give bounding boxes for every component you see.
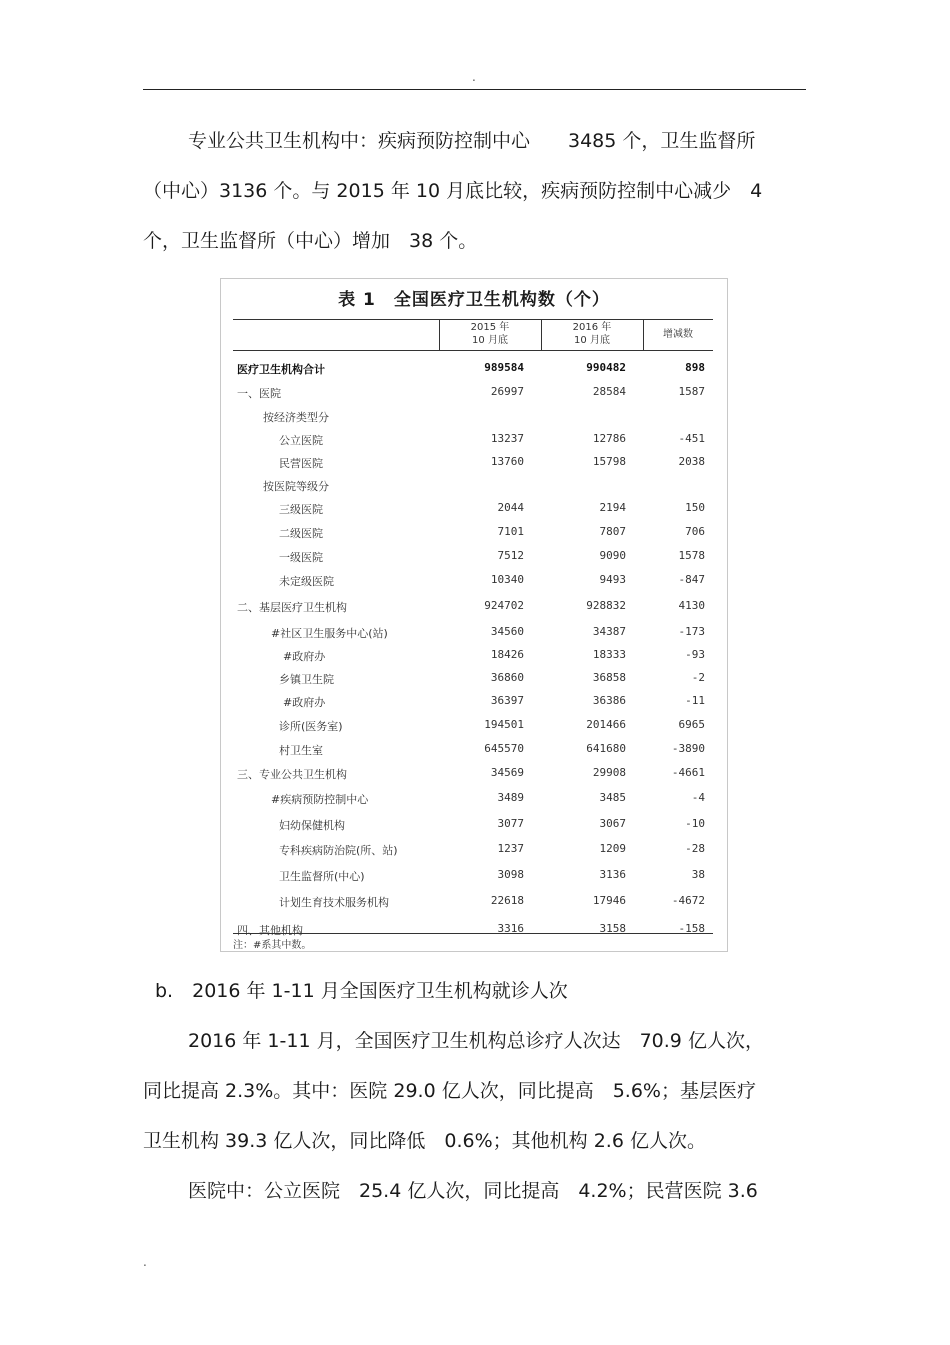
value-2016: 18333 [592, 648, 626, 661]
table-row [233, 692, 713, 712]
value-2016: 9090 [599, 549, 626, 562]
header-2016-month: 10 月底 [574, 335, 610, 346]
value-change: -4 [691, 791, 705, 804]
row-label: 医疗卫生机构合计 [237, 363, 325, 376]
row-label: 诊所(医务室) [279, 720, 343, 733]
value-change: 1578 [678, 549, 705, 562]
table-row [233, 740, 713, 760]
section-b-line-4: 医院中：公立医院 25.4 亿人次，同比提高 4.2%；民营医院 3.6 [188, 1180, 758, 1202]
institution-count-table [220, 278, 728, 952]
table-row [233, 669, 713, 689]
value-change: 150 [685, 501, 705, 514]
row-label: 三、专业公共卫生机构 [237, 768, 347, 781]
value-change: -847 [678, 573, 705, 586]
value-2016: 29908 [592, 766, 626, 779]
table-row [233, 523, 713, 543]
value-2016: 36858 [592, 671, 626, 684]
value-2016: 3136 [599, 868, 626, 881]
table-row [233, 430, 713, 450]
value-2016: 1209 [599, 842, 626, 855]
table-row [233, 764, 713, 784]
header-mark: . [472, 70, 476, 84]
value-2016: 36386 [592, 694, 626, 707]
section-b-heading: b. 2016 年 1-11 月全国医疗卫生机构就诊人次 [155, 980, 568, 1002]
table-row [233, 597, 713, 617]
top-paragraph [143, 116, 808, 266]
row-label: 二级医院 [279, 527, 323, 540]
value-2016: 3158 [599, 922, 626, 935]
section-b-line-1: 2016 年 1-11 月，全国医疗卫生机构总诊疗人次达 70.9 亿人次， [188, 1030, 764, 1052]
row-label: 一、医院 [237, 387, 281, 400]
row-label: 未定级医院 [279, 575, 334, 588]
row-label: 三级医院 [279, 503, 323, 516]
header-change: 增减数 [663, 329, 693, 340]
header-2016 [541, 321, 643, 347]
value-2015: 7101 [497, 525, 524, 538]
value-2016: 7807 [599, 525, 626, 538]
table-top-rule [233, 319, 713, 320]
top-paragraph-line-1: 专业公共卫生机构中：疾病预防控制中心 3485 个，卫生监督所 [188, 130, 756, 152]
value-change: -10 [685, 817, 705, 830]
table-row [233, 866, 713, 886]
section-b-line-2: 同比提高 2.3%。其中：医院 29.0 亿人次，同比提高 5.6%；基层医疗 [143, 1080, 756, 1102]
value-2015: 10340 [490, 573, 524, 586]
row-label: #疾病预防控制中心 [271, 793, 369, 806]
section-b [143, 966, 808, 1216]
table-row [233, 359, 713, 379]
value-2015: 3098 [497, 868, 524, 881]
row-label: 专科疾病防治院(所、站) [279, 844, 398, 857]
value-2016: 28584 [592, 385, 626, 398]
table-row [233, 789, 713, 809]
value-change: 898 [685, 361, 705, 374]
row-label: 按医院等级分 [263, 480, 329, 493]
value-change: 4130 [678, 599, 705, 612]
value-2016: 3067 [599, 817, 626, 830]
row-label: 一级医院 [279, 551, 323, 564]
value-2016: 3485 [599, 791, 626, 804]
table-row [233, 815, 713, 835]
row-label: 村卫生室 [279, 744, 323, 757]
value-change: -2 [691, 671, 705, 684]
row-label: 按经济类型分 [263, 411, 329, 424]
header-rule [143, 89, 806, 90]
table-row [233, 892, 713, 912]
row-label: 四、其他机构 [237, 924, 303, 937]
value-2016: 9493 [599, 573, 626, 586]
row-label: 乡镇卫生院 [279, 673, 334, 686]
value-2016: 990482 [586, 361, 626, 374]
value-2015: 18426 [490, 648, 524, 661]
value-change: -93 [685, 648, 705, 661]
value-2016: 34387 [592, 625, 626, 638]
value-2016: 641680 [586, 742, 626, 755]
value-change: -28 [685, 842, 705, 855]
value-change: -451 [678, 432, 705, 445]
value-2015: 13760 [490, 455, 524, 468]
table-row [233, 646, 713, 666]
value-change: 2038 [678, 455, 705, 468]
value-2016: 15798 [592, 455, 626, 468]
table-row [233, 383, 713, 403]
value-2015: 36860 [490, 671, 524, 684]
value-2016: 201466 [586, 718, 626, 731]
table-row [233, 476, 713, 496]
table-row [233, 499, 713, 519]
table-row [233, 547, 713, 567]
row-label: 卫生监督所(中心) [279, 870, 365, 883]
value-change: -11 [685, 694, 705, 707]
value-change: 1587 [678, 385, 705, 398]
section-b-line-3: 卫生机构 39.3 亿人次，同比降低 0.6%；其他机构 2.6 亿人次。 [143, 1130, 706, 1152]
value-2015: 22618 [490, 894, 524, 907]
value-2015: 7512 [497, 549, 524, 562]
value-change: 38 [691, 868, 705, 881]
value-2015: 3489 [497, 791, 524, 804]
header-2015-month: 10 月底 [472, 335, 508, 346]
value-change: 6965 [678, 718, 705, 731]
table-header-rule [233, 350, 713, 351]
table-note: 注：#系其中数。 [233, 940, 312, 951]
value-2016: 928832 [586, 599, 626, 612]
table-row [233, 840, 713, 860]
value-2015: 3077 [497, 817, 524, 830]
top-paragraph-line-3: 个，卫生监督所（中心）增加 38 个。 [143, 230, 478, 252]
table-title: 表 1 全国医疗卫生机构数（个） [338, 290, 610, 310]
row-label: 妇幼保健机构 [279, 819, 345, 832]
value-2015: 194501 [484, 718, 524, 731]
value-2015: 13237 [490, 432, 524, 445]
footer-mark: . [143, 1255, 147, 1269]
row-label: 公立医院 [279, 434, 323, 447]
value-change: -4672 [671, 894, 705, 907]
value-2015: 924702 [484, 599, 524, 612]
value-change: -4661 [671, 766, 705, 779]
value-2015: 3316 [497, 922, 524, 935]
value-2015: 989584 [484, 361, 524, 374]
value-2016: 2194 [599, 501, 626, 514]
row-label: #社区卫生服务中心(站) [271, 627, 388, 640]
value-change: -158 [678, 922, 705, 935]
row-label: #政府办 [283, 650, 326, 663]
value-change: -3890 [671, 742, 705, 755]
row-label: 民营医院 [279, 457, 323, 470]
value-2015: 34569 [490, 766, 524, 779]
value-2016: 12786 [592, 432, 626, 445]
table-row [233, 623, 713, 643]
value-2015: 1237 [497, 842, 524, 855]
row-label: 计划生育技术服务机构 [279, 896, 389, 909]
table-row [233, 571, 713, 591]
table-row [233, 407, 713, 427]
value-change: 706 [685, 525, 705, 538]
row-label: #政府办 [283, 696, 326, 709]
value-2015: 34560 [490, 625, 524, 638]
value-2016: 17946 [592, 894, 626, 907]
value-2015: 645570 [484, 742, 524, 755]
top-paragraph-line-2: （中心）3136 个。与 2015 年 10 月底比较，疾病预防控制中心减少 4 [143, 180, 763, 202]
value-2015: 36397 [490, 694, 524, 707]
header-2016-year: 2016 年 [572, 322, 612, 333]
table-row [233, 716, 713, 736]
value-change: -173 [678, 625, 705, 638]
header-2015-year: 2015 年 [470, 322, 510, 333]
value-2015: 26997 [490, 385, 524, 398]
table-row [233, 453, 713, 473]
row-label: 二、基层医疗卫生机构 [237, 601, 347, 614]
header-2015 [439, 321, 541, 347]
value-2015: 2044 [497, 501, 524, 514]
